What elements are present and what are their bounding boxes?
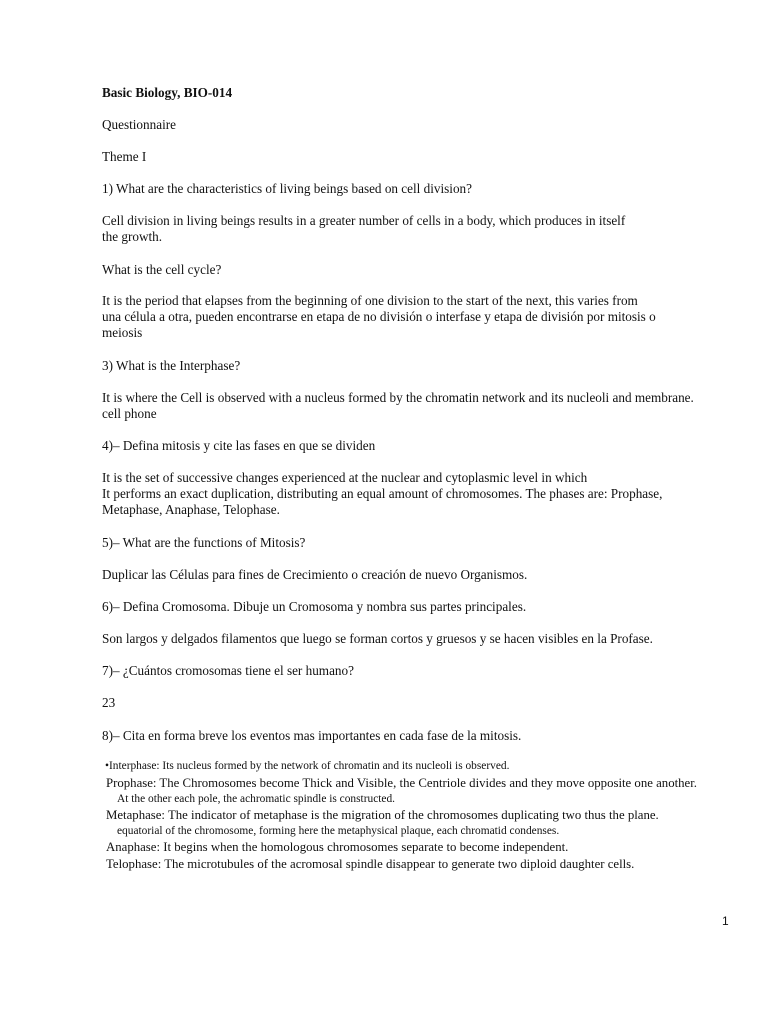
answer-8-telophase: Telophase: The microtubules of the acromosal spindle disappear to generate two diploid daughter cells. — [106, 857, 635, 871]
answer-8-metaphase-line-1: Metaphase: The indicator of metaphase is the migration of the chromosomes duplicating two thus the plane. — [106, 808, 659, 822]
answer-8-metaphase-line-2: equatorial of the chromosome, forming here the metaphysical plaque, each chromatid condenses. — [117, 825, 560, 837]
answer-8-prophase-line-2: At the other each pole, the achromatic spindle is constructed. — [117, 793, 396, 805]
answer-8-prophase-line-1: Prophase: The Chromosomes become Thick and Visible, the Centriole divides and they move opposite one another. — [106, 776, 697, 790]
answer-4-line-3: Metaphase, Anaphase, Telophase. — [102, 502, 280, 517]
question-8: 8)– Cita en forma breve los eventos mas importantes en cada fase de la mitosis. — [102, 728, 522, 743]
question-4: 4)– Defina mitosis y cite las fases en que se dividen — [102, 438, 376, 453]
answer-3 — [102, 390, 732, 422]
question-6: 6)– Defina Cromosoma. Dibuje un Cromosoma y nombra sus partes principales. — [102, 599, 527, 614]
answer-2-line-2: una célula a otra, pueden encontrarse en etapa de no división o interfase y etapa de división por mitosis o — [102, 309, 656, 324]
answer-8-anaphase: Anaphase: It begins when the homologous chromosomes separate to become independent. — [106, 840, 569, 854]
answer-2-line-1: It is the period that elapses from the beginning of one division to the start of the next, this varies from — [102, 293, 638, 308]
question-5: 5)– What are the functions of Mitosis? — [102, 535, 306, 550]
question-2: What is the cell cycle? — [102, 262, 222, 277]
answer-2-line-3: meiosis — [102, 325, 143, 340]
answer-1-line-1: Cell division in living beings results in a greater number of cells in a body, which produces in itself — [102, 213, 626, 228]
answer-4-line-1: It is the set of successive changes experienced at the nuclear and cytoplasmic level in which — [102, 470, 588, 485]
question-7: 7)– ¿Cuántos cromosomas tiene el ser humano? — [102, 663, 354, 678]
answer-8-interphase: •Interphase: Its nucleus formed by the network of chromatin and its nucleoli is observed. — [105, 760, 510, 772]
document-title: Basic Biology, BIO-014 — [102, 85, 233, 100]
answer-3-line-2: cell phone — [102, 406, 157, 421]
answer-4-line-2: It performs an exact duplication, distributing an equal amount of chromosomes. The phases are: Prophase, — [102, 486, 663, 501]
answer-1 — [102, 213, 732, 245]
answer-2 — [102, 293, 732, 341]
answer-5: Duplicar las Células para fines de Crecimiento o creación de nuevo Organismos. — [102, 567, 528, 582]
question-3: 3) What is the Interphase? — [102, 358, 241, 373]
theme-heading: Theme I — [102, 149, 147, 164]
page-number: 1 — [722, 914, 729, 928]
answer-7: 23 — [102, 695, 116, 710]
answer-6: Son largos y delgados filamentos que luego se forman cortos y gruesos y se hacen visibles en la Profase. — [102, 631, 653, 646]
question-1: 1) What are the characteristics of living beings based on cell division? — [102, 181, 472, 196]
answer-4 — [102, 470, 732, 518]
document-subtitle: Questionnaire — [102, 117, 176, 132]
answer-3-line-1: It is where the Cell is observed with a nucleus formed by the chromatin network and its nucleoli and membrane. — [102, 390, 694, 405]
answer-1-line-2: the growth. — [102, 229, 163, 244]
